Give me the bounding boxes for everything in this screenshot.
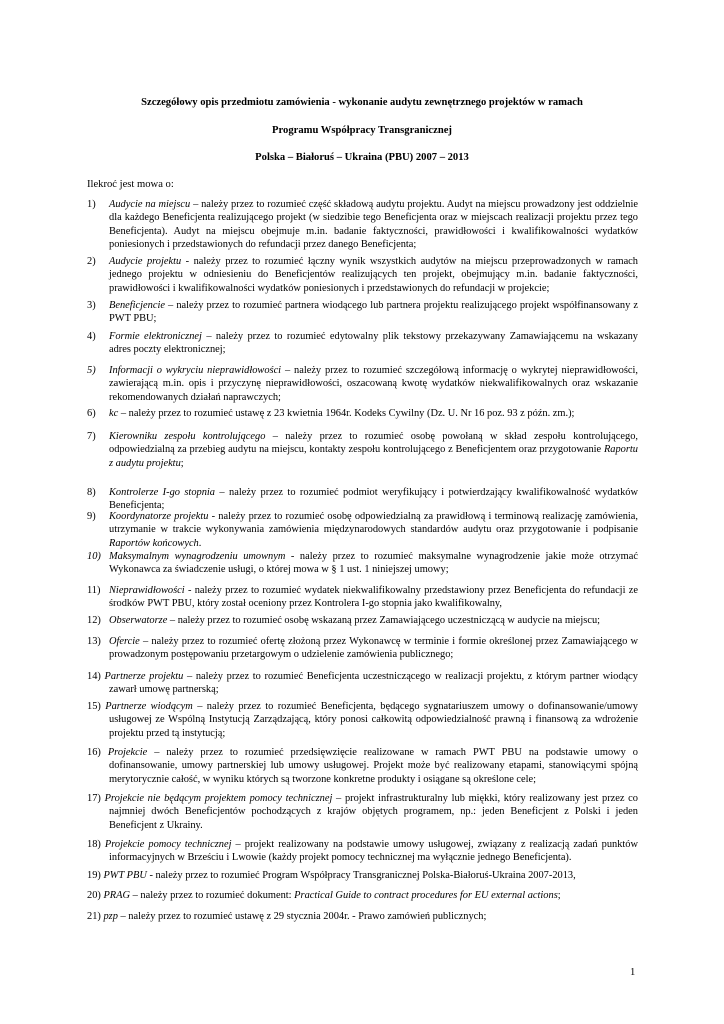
definition-text: 14) Partnerze projektu – należy przez to rozumieć Beneficjenta uczestniczącego w realizacji projektu, z którym partner wiodący zawarł umowę partnerską; [87,671,638,696]
definition-item [87,198,638,252]
item-number: 9) [87,511,96,522]
definition-text: 16) Projekcie – należy przez to rozumieć przedsięwzięcie realizowane w ramach PWT PBU na podstawie umowy o dofinansowanie, umowy partnerskiej lub umowy usługowej. Projekt może być realizowany etapami, stanowiącymi spójną merytorycznie całość, w wyniku których są tworzone konkretne produkty i osiągane są określone cele; [87,747,638,785]
item-number: 5) [87,365,96,376]
item-number: 16) [87,747,108,758]
definition-reference: Practical Guide to contract procedures for EU external actions [294,890,558,901]
definition-term: Partnerze projektu [104,671,184,682]
definition-text: 21) pzp – należy przez to rozumieć ustawę z 29 stycznia 2004r. - Prawo zamówień publicznych; [87,911,487,922]
definition-term: Nieprawidłowości [109,585,185,596]
definition-item [87,889,638,902]
definition-item [87,635,638,662]
definition-term: Maksymalnym wynagrodzeniu umownym [109,551,286,562]
definition-text: Informacji o wykryciu nieprawidłowości – należy przez to rozumieć szczegółową informację o wykrytej nieprawidłowości, zawierającą m.in. opis i przyczynę nieprawidłowości, oszacowaną kwotę wydatków niekwalifikowalnych oraz wskazanie rekomendowanych działań naprawczych; [109,365,639,403]
definition-text: 19) PWT PBU - należy przez to rozumieć Program Współpracy Transgranicznej Polska-Białoruś-Ukraina 2007-2013, [87,870,576,881]
item-number: 11) [87,585,101,596]
item-number: 13) [87,636,101,647]
definition-term: pzp [103,911,118,922]
item-number: 8) [87,487,96,498]
item-number: 7) [87,431,96,442]
definition-term: Ofercie [109,636,140,647]
definition-term: Formie elektronicznej [109,331,202,342]
definition-text: 17) Projekcie nie będącym projektem pomocy technicznej – projekt infrastrukturalny lub miękki, który realizowany jest przez co najmniej dwóch Beneficjentów pochodzących z krajów objętych programem, np.: jeden Beneficjent z Polski i jeden Beneficjent z Ukrainy. [87,793,638,831]
definition-term: Projekcie nie będącym projektem pomocy technicznej [104,793,333,804]
definition-text: 18) Projekcie pomocy technicznej – projekt realizowany na podstawie umowy usługowej, związany z realizacją zadań punktów informacyjnych w Brześciu i Lwowie (każdy projekt pomocy technicznej ma wyłącznie jednego Beneficjenta). [87,839,639,864]
item-number: 18) [87,839,105,850]
definition-item [87,869,638,882]
definition-item [87,407,638,420]
definition-text: Nieprawidłowości - należy przez to rozumieć wydatek niekwalifikowalny przedstawiony przez Beneficjenta do refundacji ze środków PWT PBU, który został oceniony przez Kontrolera I-go stopnia jako kwalifikowalny, [109,585,638,610]
definition-term: Informacji o wykryciu nieprawidłowości [109,365,282,376]
definition-term: Partnerze wiodącym [105,701,193,712]
definition-text: 15) Partnerze wiodącym – należy przez to rozumieć Beneficjenta, będącego sygnatariuszem umowy o dofinansowanie/umowy usługowej ze Wspólną Instytucją Zarządzającą, który ponosi całkowitą odpowiedzialność prawną i finansową za wdrożenie projektu przed tą instytucją; [87,701,638,739]
item-number: 20) [87,890,104,901]
item-number: 3) [87,300,96,311]
definition-item [87,486,638,513]
definition-item [87,364,638,404]
definition-text: Formie elektronicznej – należy przez to rozumieć edytowalny plik tekstowy przekazywany Zamawiającemu na wskazany adres poczty elektronicznej; [109,331,638,356]
item-number: 4) [87,331,96,342]
item-number: 21) [87,911,104,922]
item-number: 14) [87,671,105,682]
definition-term: Kierowniku zespołu kontrolującego [109,431,266,442]
definition-text: Kontrolerze I-go stopnia – należy przez to rozumieć podmiot weryfikujący i potwierdzający kwalifikowalność wydatków Beneficjenta; [109,487,638,512]
definition-text: Beneficjencie – należy przez to rozumieć partnera wiodącego lub partnera projektu realizującego projekt współfinansowany z PWT PBU; [109,300,638,325]
title-line-2: Programu Współpracy Transgranicznej [272,125,452,136]
item-number: 6) [87,408,96,419]
definition-term: Koordynatorze projektu [109,511,209,522]
definition-text: Maksymalnym wynagrodzeniu umownym - należy przez to rozumieć maksymalne wynagrodzenie jakie może otrzymać Wykonawca za świadczenie usługi, o której mowa w § 1 ust. 1 niniejszej umowy; [109,551,638,576]
definition-term: Obserwatorze [109,615,168,626]
definition-text: Audycie projektu - należy przez to rozumieć łączny wynik wszystkich audytów na miejscu przeprowadzonych w ramach jednego projektu w odniesieniu do Beneficjentów realizujących ten projekt, obejmujący m.in. badanie faktyczności, prawidłowości i kwalifikowalności wydatków poniesionych i przedstawionych do refundacji w projekcie; [109,256,638,294]
definition-text: kc – należy przez to rozumieć ustawę z 23 kwietnia 1964r. Kodeks Cywilny (Dz. U. Nr 16 poz. 93 z późn. zm.); [109,408,575,419]
definition-term: PRAG [103,890,130,901]
intro-text: Ilekroć jest mowa o: [87,179,174,190]
definition-term: Kontrolerze I-go stopnia [109,487,215,498]
definition-item [87,299,638,326]
definition-item [87,330,638,357]
definition-item [87,614,638,627]
definition-item [87,838,638,865]
title-line-1: Szczegółowy opis przedmiotu zamówienia - wykonanie audytu zewnętrznego projektów w ramach [141,97,583,108]
page-number: 1 [630,967,636,978]
definition-term: PWT PBU [103,870,147,881]
definition-term: Audycie na miejscu [109,199,191,210]
definition-text: 20) PRAG – należy przez to rozumieć dokument: Practical Guide to contract procedures for EU external actions; [87,890,561,901]
title-line-3: Polska – Białoruś – Ukraina (PBU) 2007 – 2013 [255,152,469,163]
definition-term: Beneficjencie [109,300,165,311]
definition-item [87,670,638,697]
definition-term: Projekcie pomocy technicznej [104,839,232,850]
definition-text: Koordynatorze projektu - należy przez to rozumieć osobę odpowiedzialną za prawidłową i terminową realizację zamówienia, utrzymanie w trakcie wykonywania zamówienia międzynarodowych standardów audytu oraz przygotowanie i podpisanie Raportów końcowych. [109,511,639,549]
definition-item [87,255,638,295]
item-number: 12) [87,615,101,626]
item-number: 2) [87,256,96,267]
definition-term: kc [109,408,119,419]
item-number: 10) [87,551,101,562]
definition-reference: Raportów końcowych [109,537,199,549]
definition-text: Audycie na miejscu – należy przez to rozumieć część składową audytu projektu. Audyt na miejscu prowadzony jest oddzielnie dla każdego Beneficjenta realizującego projekt (w siedzibie tego Beneficjenta oraz w miejscach realizacji projektu przez tego Beneficjenta). Audyt na miejscu obejmuje m.in. badanie faktyczności, prawidłowości i kwalifikowalności wydatków poniesionych i przedstawionych do refundacji przez danego Beneficjenta; [109,199,638,251]
definition-term: Projekcie [107,747,148,758]
definition-item [87,792,638,832]
definition-item [87,584,638,611]
definition-item [87,510,638,550]
definition-text: Ofercie – należy przez to rozumieć ofertę złożoną przez Wykonawcę w terminie i formie określonej przez Zamawiającego w prowadzonym postępowaniu przetargowym o udzielenie zamówienia publicznego; [109,636,638,661]
definition-item [87,430,638,470]
item-number: 15) [87,701,106,712]
definition-item [87,700,638,740]
definition-reference: Raportu z audytu projektu [109,444,638,469]
definition-item [87,910,638,923]
definition-item [87,746,638,786]
item-number: 17) [87,793,105,804]
definition-term: Audycie projektu [109,256,182,267]
item-number: 1) [87,199,96,210]
definition-text: Kierowniku zespołu kontrolującego – należy przez to rozumieć osobę powołaną w skład zespołu kontrolującego, odpowiedzialną za przebieg audytu na miejscu, kontakty zespołu kontrolującego z Beneficjentem oraz przygotowanie Raportu z audytu projektu; [109,431,638,469]
item-number: 19) [87,870,104,881]
definition-text: Obserwatorze – należy przez to rozumieć osobę wskazaną przez Zamawiającego uczestniczącą w audycie na miejscu; [109,615,601,626]
definition-item [87,550,638,577]
